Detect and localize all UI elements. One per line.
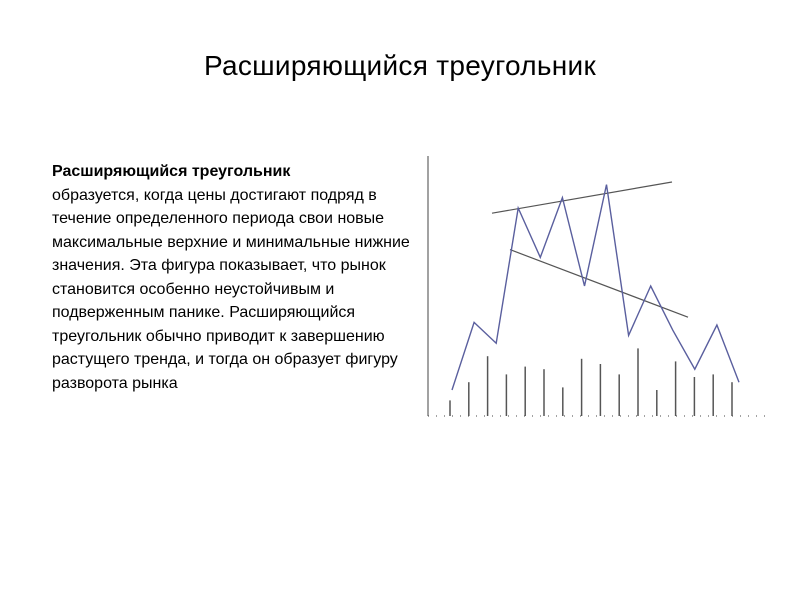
body-text-paragraph: образуется, когда цены достигают подряд в течение определенного периода свои новые максимальные верхние и минимальные нижние значения. Эта фигура показывает, что рынок становится особенно неустойчивым и подверженным панике. Расширяющийся треугольник обычно приводит к завершению растущего тренда, и тогда он образует фигуру разворота рынка: [52, 186, 410, 392]
slide-body-text: [52, 160, 432, 395]
body-text-lead: Расширяющийся треугольник: [52, 163, 291, 180]
price-series-line: [452, 185, 739, 390]
chart-svg: [424, 150, 770, 430]
expanding-triangle-chart: [424, 150, 770, 430]
trend-lines: [492, 182, 688, 317]
volume-bars: [450, 348, 732, 416]
slide-title: Расширяющийся треугольник: [203, 50, 597, 81]
price-line: [452, 185, 739, 390]
